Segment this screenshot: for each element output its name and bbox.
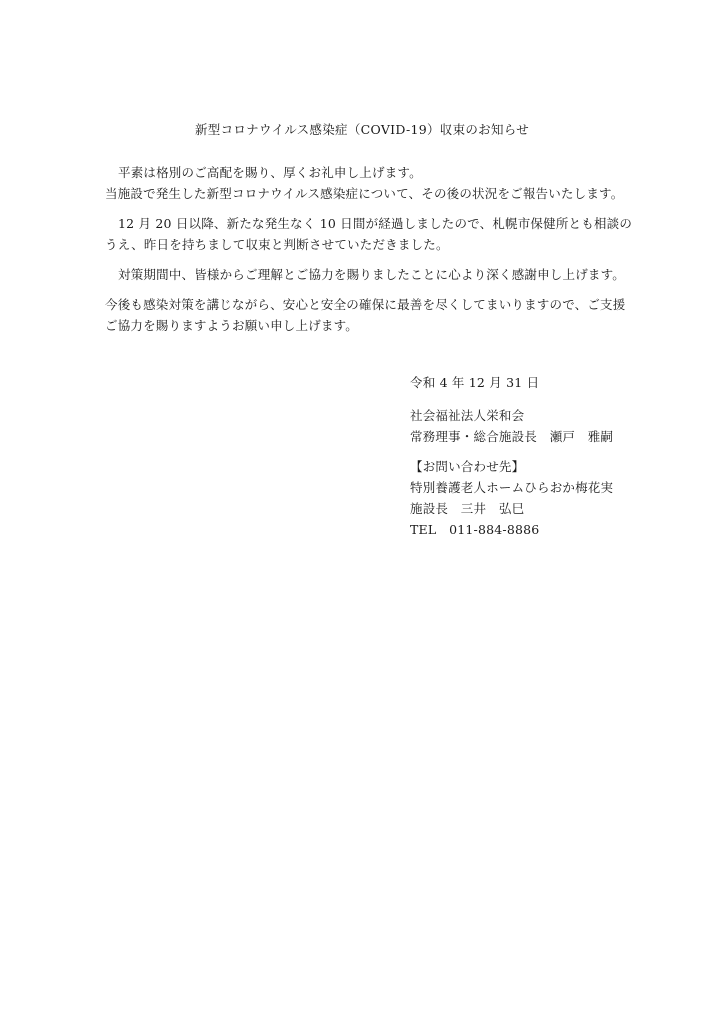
paragraph-greeting xyxy=(105,162,625,204)
paragraph-thanks xyxy=(105,264,625,285)
body-line: ご協力を賜りますようお願い申し上げます。 xyxy=(105,318,359,333)
body-line: 12 月 20 日以降、新たな発生なく 10 日間が経過しましたので、札幌市保健所とも相談の xyxy=(118,216,633,231)
notice-body xyxy=(105,162,633,345)
phone-number: TEL 011-884-8886 xyxy=(410,522,540,537)
contact-block xyxy=(410,456,710,540)
paragraph-status xyxy=(105,213,633,255)
issuer-block xyxy=(410,405,710,447)
organization-name: 社会福祉法人栄和会 xyxy=(410,408,525,423)
manager-name: 施設長 三井 弘巳 xyxy=(410,501,525,516)
body-line: うえ、昨日を持ちまして収束と判断させていただきました。 xyxy=(105,237,449,252)
notice-date xyxy=(410,372,710,393)
notice-title: 新型コロナウイルス感染症（COVID-19）収束のお知らせ xyxy=(194,122,530,137)
body-line: 当施設で発生した新型コロナウイルス感染症について、その後の状況をご報告いたします。 xyxy=(105,186,624,201)
body-line: 今後も感染対策を講じながら、安心と安全の確保に最善を尽くしてまいりますので、ご支援 xyxy=(105,297,626,312)
signature-block xyxy=(410,372,710,549)
director-name: 常務理事・総合施設長 瀬戸 雅嗣 xyxy=(410,429,614,444)
date-text: 令和 4 年 12 月 31 日 xyxy=(410,375,540,390)
facility-name: 特別養護老人ホームひらおか梅花実 xyxy=(410,480,614,495)
paragraph-closing xyxy=(105,294,625,336)
body-line: 平素は格別のご高配を賜り、厚くお礼申し上げます。 xyxy=(118,165,422,180)
contact-heading: 【お問い合わせ先】 xyxy=(410,459,525,474)
body-line: 対策期間中、皆様からご理解とご協力を賜りましたことに心より深く感謝申し上げます。 xyxy=(118,267,626,282)
